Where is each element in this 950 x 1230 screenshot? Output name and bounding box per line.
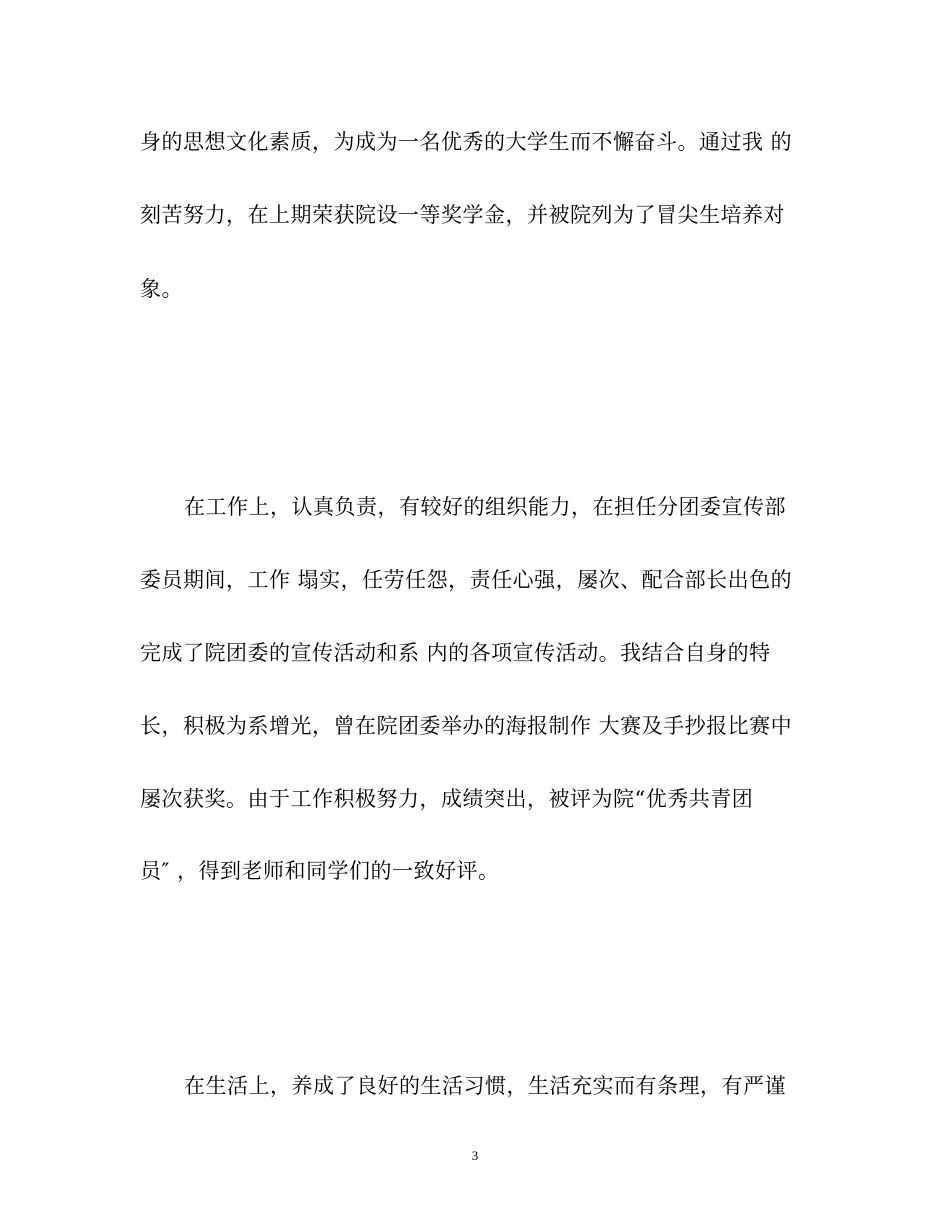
text-line: 刻苦努力，在上期荣获院设一等奖学金，并被院列为了冒尖生培养对: [140, 203, 785, 227]
page-number: 3: [471, 1148, 479, 1163]
text-line: 象。: [140, 277, 183, 301]
text-line: 屡次获奖。由于工作积极努力，成绩突出，被评为院“优秀共青团: [140, 787, 754, 811]
text-line: 在工作上，认真负责，有较好的组织能力，在担任分团委宣传部: [184, 495, 786, 519]
text-line: 员″ ，得到老师和同学们的一致好评。: [140, 859, 500, 883]
text-line: 长，积极为系增光，曾在院团委举办的海报制作 大赛及手抄报比赛中: [140, 714, 793, 738]
text-line: 完成了院团委的宣传活动和系 内的各项宣传活动。我结合自身的特: [140, 641, 771, 665]
text-line: 委员期间，工作 塌实，任劳任怨，责任心强，屡次、配合部长出色的: [140, 568, 793, 592]
text-line: 在生活上，养成了良好的生活习惯，生活充实而有条理，有严谨: [184, 1074, 786, 1098]
text-line: 身的思想文化素质，为成为一名优秀的大学生而不懈奋斗。通过我 的: [140, 130, 793, 154]
